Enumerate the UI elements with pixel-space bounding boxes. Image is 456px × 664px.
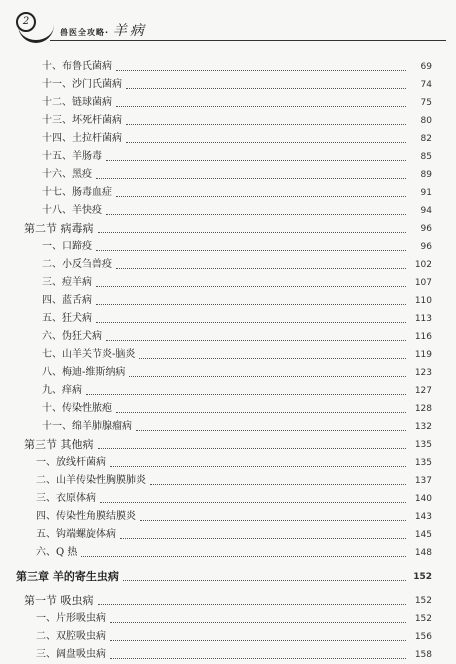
toc-entry[interactable] <box>0 308 432 326</box>
toc-entry[interactable] <box>0 236 432 254</box>
toc-entry[interactable] <box>0 608 432 626</box>
toc-entry[interactable] <box>0 200 432 218</box>
toc-entry-label: 第一节 吸虫病 <box>24 594 94 607</box>
toc-entry-label: 第三节 其他病 <box>24 438 94 451</box>
dot-leader <box>126 142 406 143</box>
toc-entry-label: 二、山羊传染性胸膜肺炎 <box>36 475 146 486</box>
dot-leader <box>96 250 406 251</box>
toc-entry-page: 94 <box>420 206 432 216</box>
dot-leader <box>139 358 406 359</box>
toc-entry-label: 第二节 病毒病 <box>24 222 94 235</box>
toc-entry-page: 96 <box>420 242 432 252</box>
page-number: 2 <box>16 12 36 32</box>
dot-leader <box>140 520 406 521</box>
dot-leader <box>106 160 406 161</box>
toc-entry[interactable] <box>0 110 432 128</box>
dot-leader <box>96 286 406 287</box>
toc-entry-page: 113 <box>414 314 432 324</box>
toc-entry[interactable] <box>0 644 432 662</box>
toc-section-heading[interactable] <box>0 590 432 608</box>
toc-entry-page: 80 <box>420 116 432 126</box>
dot-leader <box>98 448 407 449</box>
toc-entry-label: 十五、羊肠毒 <box>42 151 102 162</box>
toc-entry-label: 四、传染性角膜结膜炎 <box>36 511 136 522</box>
toc-entry[interactable] <box>0 506 432 524</box>
toc-entry-label: 一、放线杆菌病 <box>36 457 106 468</box>
toc-entry-page: 132 <box>414 422 432 432</box>
toc-entry[interactable] <box>0 380 432 398</box>
toc-entry[interactable] <box>0 488 432 506</box>
dot-leader <box>116 412 406 413</box>
dot-leader <box>129 376 406 377</box>
toc-entry-label: 十三、坏死杆菌病 <box>42 115 122 126</box>
toc-entry[interactable] <box>0 626 432 644</box>
toc-entry-label: 第三章 羊的寄生虫病 <box>16 570 119 583</box>
toc-entry-page: 102 <box>414 260 432 270</box>
toc-entry-page: 152 <box>414 596 432 606</box>
toc-entry-label: 十二、链球菌病 <box>42 97 112 108</box>
toc-entry-label: 十四、土拉杆菌病 <box>42 133 122 144</box>
toc-entry-page: 75 <box>420 98 432 108</box>
toc-entry-label: 八、梅迪-维斯纳病 <box>42 367 126 378</box>
dot-leader <box>106 214 406 215</box>
dot-leader <box>81 556 406 557</box>
toc-entry-page: 127 <box>414 386 432 396</box>
toc-entry[interactable] <box>0 128 432 146</box>
toc-entry-page: 152 <box>414 614 432 624</box>
dot-leader <box>96 178 406 179</box>
toc-entry[interactable] <box>0 362 432 380</box>
toc-entry[interactable] <box>0 416 432 434</box>
book-title-series: 兽医全攻略· <box>60 28 110 37</box>
toc-entry-label: 四、蓝舌病 <box>42 295 92 306</box>
toc-entry-label: 六、Q 热 <box>36 547 78 558</box>
toc-entry-label: 二、双腔吸虫病 <box>36 631 106 642</box>
dot-leader <box>116 106 406 107</box>
toc-entry-page: 143 <box>414 512 432 522</box>
dot-leader <box>110 640 406 641</box>
toc-entry-page: 85 <box>420 152 432 162</box>
toc-entry[interactable] <box>0 164 432 182</box>
toc-entry-label: 三、阔盘吸虫病 <box>36 649 106 660</box>
dot-leader <box>98 232 407 233</box>
toc-entry[interactable] <box>0 272 432 290</box>
toc-entry-label: 六、伪狂犬病 <box>42 331 102 342</box>
toc-entry-page: 89 <box>420 170 432 180</box>
toc-entry-label: 十六、黑疫 <box>42 169 92 180</box>
toc-section-heading[interactable] <box>0 434 432 452</box>
dot-leader <box>120 538 406 539</box>
dot-leader <box>110 658 406 659</box>
dot-leader <box>110 466 406 467</box>
toc-entry-page: 135 <box>414 458 432 468</box>
toc-entry-page: 135 <box>414 440 432 450</box>
toc-entry[interactable] <box>0 254 432 272</box>
toc-entry-page: 140 <box>414 494 432 504</box>
toc-entry[interactable] <box>0 542 432 560</box>
dot-leader <box>100 502 406 503</box>
dot-leader <box>98 604 407 605</box>
toc-entry-label: 十、传染性脓疱 <box>42 403 112 414</box>
toc-entry-label: 三、痘羊病 <box>42 277 92 288</box>
dot-leader <box>123 580 406 581</box>
toc-entry-label: 五、钩端螺旋体病 <box>36 529 116 540</box>
toc-entry[interactable] <box>0 290 432 308</box>
toc-entry-page: 69 <box>420 62 432 72</box>
toc-entry-label: 十一、绵羊肺腺瘤病 <box>42 421 132 432</box>
toc-entry-label: 十、布鲁氏菌病 <box>42 61 112 72</box>
toc-entry-label: 九、痒病 <box>42 385 82 396</box>
toc-entry-page: 107 <box>414 278 432 288</box>
dot-leader <box>110 622 406 623</box>
toc-entry-page: 152 <box>413 572 432 582</box>
toc-entry-page: 137 <box>414 476 432 486</box>
toc-entry[interactable] <box>0 182 432 200</box>
dot-leader <box>136 430 406 431</box>
toc-entry[interactable] <box>0 92 432 110</box>
toc-entry[interactable] <box>0 470 432 488</box>
toc-entry-page: 96 <box>420 224 432 234</box>
toc-entry-page: 128 <box>414 404 432 414</box>
book-title-main: 羊病 <box>112 23 147 39</box>
toc-entry-page: 110 <box>414 296 432 306</box>
dot-leader <box>116 70 406 71</box>
toc-entry-page: 119 <box>414 350 432 360</box>
toc-chapter-heading[interactable] <box>0 566 432 584</box>
toc-entry-page: 82 <box>420 134 432 144</box>
toc-entry-label: 一、片形吸虫病 <box>36 613 106 624</box>
toc-entry[interactable] <box>0 452 432 470</box>
toc-entry-page: 123 <box>414 368 432 378</box>
toc-entry-page: 91 <box>420 188 432 198</box>
toc-entry-label: 七、山羊关节炎-脑炎 <box>42 349 136 360</box>
toc-entry-page: 145 <box>414 530 432 540</box>
toc-entry-label: 三、衣原体病 <box>36 493 96 504</box>
toc-entry[interactable] <box>0 326 432 344</box>
dot-leader <box>86 394 406 395</box>
toc-entry-page: 116 <box>414 332 432 342</box>
dot-leader <box>126 124 406 125</box>
toc-entry-label: 十八、羊快疫 <box>42 205 102 216</box>
toc-entry-label: 十一、沙门氏菌病 <box>42 79 122 90</box>
toc-section-heading[interactable] <box>0 218 432 236</box>
toc-entry-page: 74 <box>420 80 432 90</box>
dot-leader <box>116 196 406 197</box>
dot-leader <box>96 304 406 305</box>
dot-leader <box>116 268 406 269</box>
toc-entry-label: 五、狂犬病 <box>42 313 92 324</box>
toc-entry-label: 十七、肠毒血症 <box>42 187 112 198</box>
toc-entry[interactable] <box>0 524 432 542</box>
toc-entry[interactable] <box>0 146 432 164</box>
toc-entry-page: 158 <box>414 650 432 660</box>
toc-entry-page: 156 <box>414 632 432 642</box>
dot-leader <box>150 484 406 485</box>
toc-entry[interactable] <box>0 344 432 362</box>
dot-leader <box>106 340 406 341</box>
toc-entry-label: 二、小反刍兽疫 <box>42 259 112 270</box>
toc-entry[interactable] <box>0 56 432 74</box>
toc-entry-page: 148 <box>414 548 432 558</box>
toc-entry-label: 一、口蹄疫 <box>42 241 92 252</box>
dot-leader <box>96 322 406 323</box>
toc-entry[interactable] <box>0 74 432 92</box>
toc-entry[interactable] <box>0 398 432 416</box>
dot-leader <box>126 88 406 89</box>
